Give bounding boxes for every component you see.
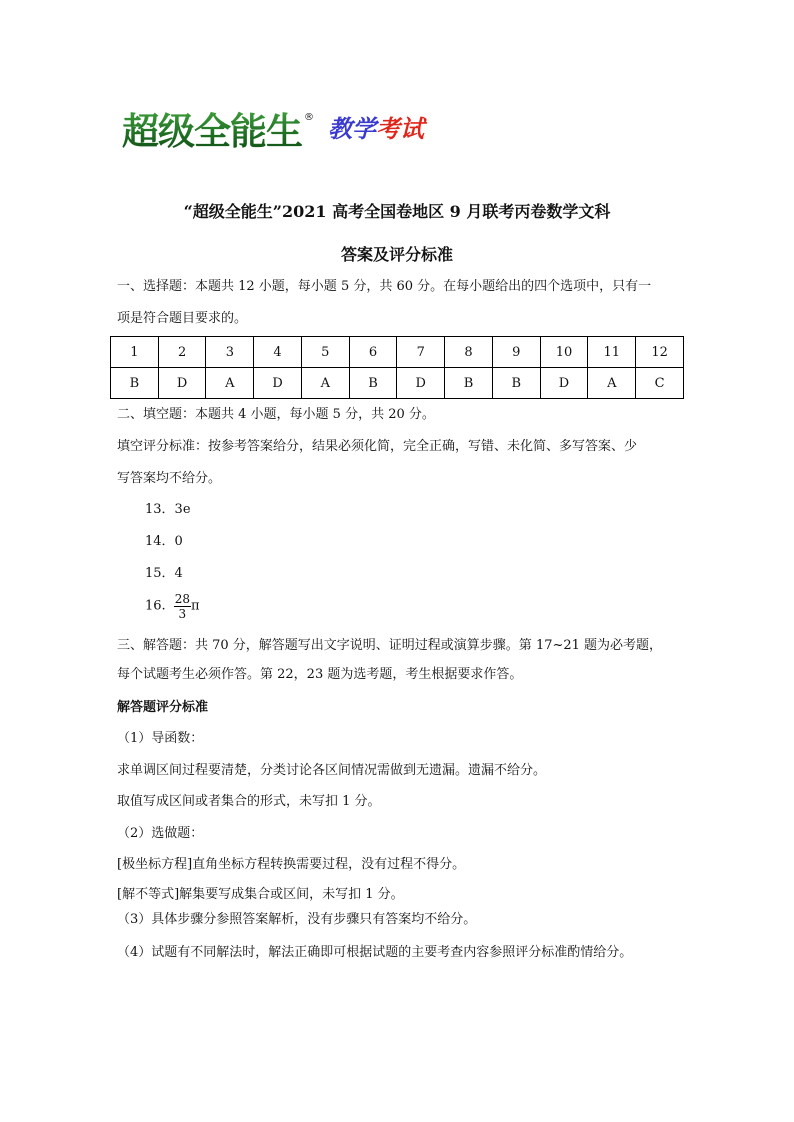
grading-item-4: （4）试题有不同解法时，解法正确即可根据试题的主要考查内容参照评分标准酌情给分。 (117, 945, 633, 960)
document-subtitle: 答案及评分标准 (340, 245, 453, 264)
logo-sub-part2: 考试 (376, 115, 424, 143)
section3-intro-line1: 三、解答题：共 70 分，解答题写出文字说明、证明过程或演算步骤。第 17~21 题为必考题， (117, 638, 663, 653)
grading-item-1: （1）导函数： (117, 731, 204, 746)
grading-item-2a: [极坐标方程]直角坐标方程转换需要过程，没有过程不得分。 (117, 857, 466, 872)
grading-item-1a: 求单调区间过程要清楚，分类讨论各区间情况需做到无遗漏。遗漏不给分。 (117, 763, 547, 778)
logo-main-text: 超级全能生 (122, 110, 302, 153)
question-number-cell: 10 (540, 337, 588, 368)
question-number-cell: 3 (206, 337, 254, 368)
section2-rule-line2: 写答案均不给分。 (117, 471, 222, 486)
document-title: “超级全能生”2021 高考全国卷地区 9 月联考丙卷数学文科 (183, 202, 611, 221)
section2-rule-line1: 填空评分标准：按参考答案给分，结果必须化简，完全正确，写错、未化简、多写答案、少 (117, 439, 638, 454)
question-number-cell: 11 (588, 337, 636, 368)
logo-sub-text (328, 112, 424, 146)
question-number-cell: 7 (397, 337, 445, 368)
answer-cell: D (397, 368, 445, 399)
question-number-row (111, 337, 684, 368)
section1-intro-line2: 项是符合题目要求的。 (117, 311, 248, 326)
section3-intro-line2: 每个试题考生必须作答。第 22，23 题为选考题，考生根据要求作答。 (117, 667, 523, 682)
answer-table (110, 336, 684, 399)
grading-standard-heading: 解答题评分标准 (117, 700, 209, 715)
answer-q15: 15．4 (145, 566, 183, 581)
question-number-cell: 6 (349, 337, 397, 368)
question-number-cell: 9 (492, 337, 540, 368)
answer-cell: D (158, 368, 206, 399)
answer-cell: D (254, 368, 302, 399)
question-number-cell: 2 (158, 337, 206, 368)
q16-fraction (174, 592, 191, 621)
answer-cell: C (636, 368, 684, 399)
logo-sub-part1: 教学 (328, 115, 376, 143)
q16-denominator: 3 (178, 607, 187, 621)
question-number-cell: 8 (445, 337, 493, 368)
question-number-cell: 4 (254, 337, 302, 368)
answer-cell: B (349, 368, 397, 399)
grading-item-1b: 取值写成区间或者集合的形式，未写扣 1 分。 (117, 794, 381, 809)
answer-cell: B (492, 368, 540, 399)
answer-cell: D (540, 368, 588, 399)
answer-cell: A (588, 368, 636, 399)
section2-heading: 二、填空题：本题共 4 小题，每小题 5 分，共 20 分。 (117, 407, 435, 422)
answer-cell: B (111, 368, 159, 399)
grading-item-2: （2）选做题： (117, 826, 204, 841)
answer-cell: B (445, 368, 493, 399)
q16-numerator: 28 (174, 592, 190, 606)
answer-q14: 14．0 (145, 534, 183, 549)
question-number-cell: 12 (636, 337, 684, 368)
grading-item-3: （3）具体步骤分参照答案解析，没有步骤只有答案均不给分。 (117, 912, 477, 927)
question-number-cell: 5 (301, 337, 349, 368)
question-number-cell: 1 (111, 337, 159, 368)
registered-mark: ® (304, 112, 314, 123)
section1-intro-line1: 一、选择题：本题共 12 小题，每小题 5 分，共 60 分。在每小题给出的四个选项中，只有一 (117, 279, 652, 294)
answer-cell: A (301, 368, 349, 399)
answer-row (111, 368, 684, 399)
q16-pi-symbol: π (190, 598, 200, 614)
answer-q16 (145, 592, 710, 621)
grading-item-2b: [解不等式]解集要写成集合或区间，未写扣 1 分。 (117, 887, 404, 902)
brand-logo (122, 110, 424, 154)
answer-q13: 13．3e (145, 502, 191, 517)
q16-label: 16. (145, 598, 166, 614)
answer-cell: A (206, 368, 254, 399)
